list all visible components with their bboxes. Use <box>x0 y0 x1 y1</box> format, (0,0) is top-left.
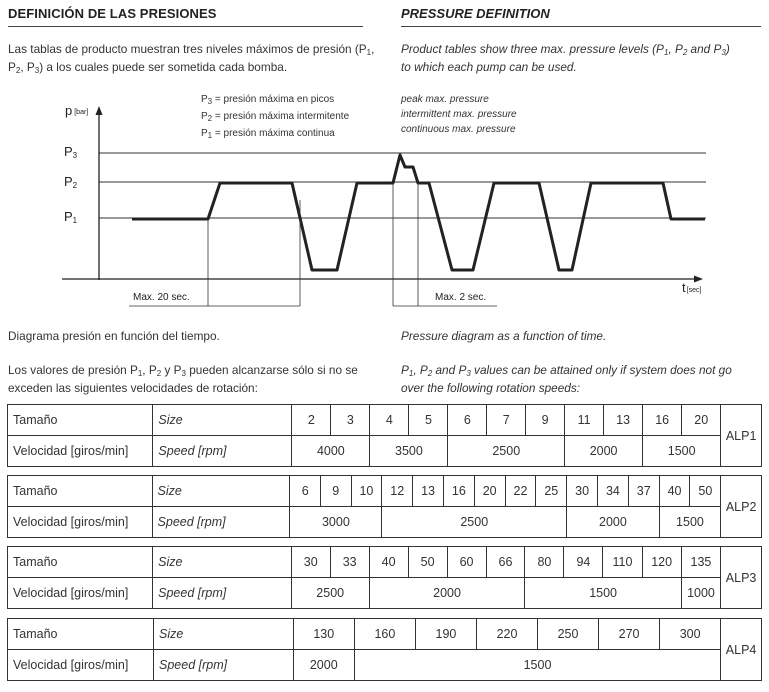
speed-label-es: Velocidad [giros/min] <box>8 507 153 538</box>
intro-es: Las tablas de producto muestran tres niveles máximos de presión ($P_1$, $P_2$, $P_3$) a los cuales puede ser sometida cada bomba. <box>8 42 375 75</box>
size-cell: 4 <box>370 405 409 436</box>
size-cell: 16 <box>443 476 474 507</box>
size-cell: 13 <box>413 476 444 507</box>
pressure-time-diagram <box>0 100 769 320</box>
speed-label-es: Velocidad [giros/min] <box>8 436 153 467</box>
size-cell: 110 <box>603 547 642 578</box>
size-cell: 20 <box>682 405 721 436</box>
table-row-speed <box>8 650 762 681</box>
size-cell: 9 <box>526 405 565 436</box>
size-cell: 135 <box>681 547 720 578</box>
size-cell: 3 <box>331 405 370 436</box>
size-cell: 9 <box>320 476 351 507</box>
size-cell: 6 <box>290 476 321 507</box>
table-row-speed <box>8 436 762 467</box>
speed-cell: 2000 <box>565 436 643 467</box>
size-cell: 50 <box>408 547 447 578</box>
legend-en-p2: intermittent max. pressure <box>401 109 517 120</box>
intro-en: Product tables show three max. pressure levels ($P_1$, $P_2$ and $P_3$) to which each pump can be used. <box>401 42 730 74</box>
size-cell: 25 <box>536 476 567 507</box>
size-cell: 80 <box>525 547 564 578</box>
speed-label-en: Speed [rpm] <box>152 507 290 538</box>
size-cell: 160 <box>354 619 415 650</box>
size-cell: 16 <box>643 405 682 436</box>
y-axis-arrow <box>96 106 103 115</box>
heading-es: DEFINICIÓN DE LAS PRESIONES <box>8 6 217 21</box>
size-cell: 50 <box>690 476 721 507</box>
heading-es-rule <box>8 26 363 27</box>
speed-cell: 2500 <box>382 507 567 538</box>
speed-cell: 2000 <box>567 507 659 538</box>
size-label-es: Tamaño <box>8 619 154 650</box>
speed-cell: 1500 <box>354 650 720 681</box>
speed-cell: 1500 <box>659 507 721 538</box>
table-row-size <box>8 405 762 436</box>
legend-es-p1: $P_1$ = presión máxima continua <box>201 128 335 140</box>
size-cell: 30 <box>567 476 598 507</box>
size-cell: 20 <box>474 476 505 507</box>
speed-label-es: Velocidad [giros/min] <box>8 578 153 609</box>
size-cell: 94 <box>564 547 603 578</box>
size-cell: 2 <box>292 405 331 436</box>
model-label: ALP1 <box>721 405 762 467</box>
speed-cell: 2500 <box>448 436 565 467</box>
values-note-es: Los valores de presión $P_1$, $P_2$ y $P_3$ pueden alcanzarse sólo si no se exceden las siguientes velocidades de rotación: <box>8 363 358 395</box>
p2-level-label: $P_2$ <box>64 174 78 190</box>
table-row-size <box>8 476 762 507</box>
speed-cell: 1000 <box>681 578 720 609</box>
size-label-en: Size <box>153 547 292 578</box>
size-cell: 12 <box>382 476 413 507</box>
y-axis-label: p [bar] <box>65 103 89 118</box>
size-cell: 6 <box>448 405 487 436</box>
max2-label: Max. 2 sec. <box>435 292 487 303</box>
legend-en-p3: peak max. pressure <box>401 94 489 105</box>
size-label-es: Tamaño <box>8 547 153 578</box>
size-label-en: Size <box>152 476 290 507</box>
p3-level-label: $P_3$ <box>64 144 78 160</box>
speed-table-alp2 <box>7 475 762 538</box>
caption-es: Diagrama presión en función del tiempo. <box>8 329 220 343</box>
size-cell: 130 <box>293 619 354 650</box>
size-label-en: Size <box>154 619 294 650</box>
model-label: ALP3 <box>721 547 762 609</box>
speed-cell: 4000 <box>292 436 370 467</box>
size-cell: 190 <box>415 619 476 650</box>
size-cell: 60 <box>447 547 486 578</box>
p1-level-label: $P_1$ <box>64 209 78 225</box>
size-cell: 250 <box>538 619 599 650</box>
max20-label: Max. 20 sec. <box>133 292 190 303</box>
speed-label-en: Speed [rpm] <box>153 436 292 467</box>
table-row-size <box>8 547 762 578</box>
heading-en-rule <box>401 26 761 27</box>
speed-label-es: Velocidad [giros/min] <box>8 650 154 681</box>
table-row-size <box>8 619 762 650</box>
size-cell: 40 <box>659 476 690 507</box>
size-cell: 270 <box>599 619 660 650</box>
size-label-es: Tamaño <box>8 476 153 507</box>
size-cell: 33 <box>330 547 369 578</box>
size-cell: 11 <box>565 405 604 436</box>
model-label: ALP2 <box>721 476 762 538</box>
model-label: ALP4 <box>721 619 762 681</box>
size-label-es: Tamaño <box>8 405 153 436</box>
speed-table-alp1 <box>7 404 762 467</box>
speed-table-alp3 <box>7 546 762 609</box>
table-row-speed <box>8 507 762 538</box>
legend-en-p1: continuous max. pressure <box>401 124 516 135</box>
speed-table-alp4 <box>7 618 762 681</box>
size-cell: 34 <box>598 476 629 507</box>
caption-en: Pressure diagram as a function of time. <box>401 329 607 343</box>
size-label-en: Size <box>153 405 292 436</box>
pressure-trace <box>132 155 705 270</box>
size-cell: 300 <box>660 619 721 650</box>
legend-es-p2: $P_2$ = presión máxima intermitente <box>201 111 350 123</box>
speed-cell: 2500 <box>291 578 369 609</box>
speed-label-en: Speed [rpm] <box>153 578 292 609</box>
size-cell: 30 <box>291 547 330 578</box>
speed-cell: 1500 <box>643 436 721 467</box>
speed-cell: 2000 <box>369 578 525 609</box>
legend-es-p3: $P_3$ = presión máxima en picos <box>201 94 335 106</box>
speed-label-en: Speed [rpm] <box>154 650 294 681</box>
speed-cell: 3500 <box>370 436 448 467</box>
size-cell: 66 <box>486 547 525 578</box>
size-cell: 7 <box>487 405 526 436</box>
size-cell: 40 <box>369 547 408 578</box>
speed-cell: 2000 <box>293 650 354 681</box>
table-row-speed <box>8 578 762 609</box>
heading-en: PRESSURE DEFINITION <box>401 6 550 21</box>
size-cell: 22 <box>505 476 536 507</box>
speed-cell: 1500 <box>525 578 681 609</box>
size-cell: 120 <box>642 547 681 578</box>
size-cell: 220 <box>476 619 537 650</box>
x-axis-label: t[sec] <box>682 280 702 295</box>
size-cell: 10 <box>351 476 382 507</box>
size-cell: 5 <box>409 405 448 436</box>
speed-cell: 3000 <box>290 507 382 538</box>
size-cell: 13 <box>604 405 643 436</box>
values-note-en: $P_1$, $P_2$ and $P_3$ values can be attained only if system does not go over the following rotation speeds: <box>401 363 732 395</box>
size-cell: 37 <box>628 476 659 507</box>
